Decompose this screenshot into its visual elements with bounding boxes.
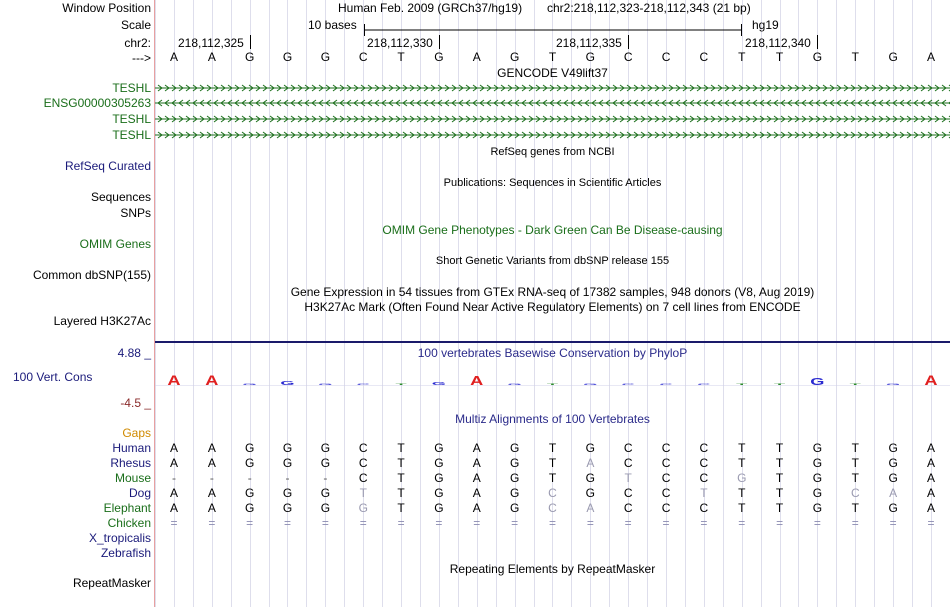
alignment-base-mouse: A xyxy=(926,471,935,485)
alignment-base-elephant: T xyxy=(738,501,746,515)
sequence-base: C xyxy=(661,50,671,64)
alignment-base-elephant: C xyxy=(623,501,633,515)
alignment-base-chicken: = xyxy=(738,516,746,530)
species-label-chicken: Chicken xyxy=(107,516,151,530)
alignment-base-rhesus: A xyxy=(169,456,178,470)
alignment-base-mouse: G xyxy=(509,471,520,485)
alignment-base-chicken: = xyxy=(586,516,594,530)
alignment-base-elephant: T xyxy=(851,501,859,515)
alignment-base-human: G xyxy=(585,441,596,455)
sequence-base: G xyxy=(585,50,596,64)
alignment-base-dog: T xyxy=(397,486,405,500)
sequence-base: G xyxy=(282,50,293,64)
alignment-base-dog: T xyxy=(700,486,708,500)
alignment-base-dog: C xyxy=(850,486,860,500)
alignment-base-mouse: C xyxy=(661,471,671,485)
alignment-base-dog: G xyxy=(320,486,331,500)
assembly-title: Human Feb. 2009 (GRCh37/hg19) xyxy=(338,1,523,15)
alignment-base-elephant: C xyxy=(661,501,671,515)
alignment-base-dog: A xyxy=(207,486,216,500)
alignment-base-elephant: A xyxy=(169,501,178,515)
alignment-base-rhesus: T xyxy=(738,456,746,470)
refseq-title: RefSeq genes from NCBI xyxy=(490,146,615,158)
alignment-base-chicken: = xyxy=(813,516,821,530)
alignment-base-human: A xyxy=(169,441,178,455)
alignment-base-dog: G xyxy=(245,486,255,500)
alignment-base-mouse: C xyxy=(358,471,368,485)
alignment-base-rhesus: C xyxy=(623,456,633,470)
track-label-h3k27ac[interactable]: Layered H3K27Ac xyxy=(53,314,151,328)
phylop-base-glyph: G xyxy=(583,383,598,386)
alignment-base-chicken: = xyxy=(889,516,897,530)
alignment-base-mouse: T xyxy=(851,471,859,485)
track-label-gaps[interactable]: Gaps xyxy=(122,426,151,440)
alignment-base-chicken: = xyxy=(397,516,405,530)
alignment-base-human: T xyxy=(775,441,784,455)
alignment-base-rhesus: C xyxy=(699,456,709,470)
phylop-base-glyph: G xyxy=(885,383,901,386)
alignment-base-rhesus: G xyxy=(434,456,444,470)
strand-direction-label: ---> xyxy=(132,51,151,65)
sequence-base: G xyxy=(812,50,823,64)
alignment-base-elephant: A xyxy=(926,501,935,515)
phylop-base-glyph: G xyxy=(810,376,825,388)
sequence-base: T xyxy=(738,50,746,64)
alignment-base-rhesus: T xyxy=(397,456,405,470)
alignment-base-human: A xyxy=(207,441,216,455)
alignment-base-mouse: - xyxy=(323,471,328,485)
alignment-base-dog: G xyxy=(434,486,444,500)
sequence-base: C xyxy=(699,50,709,64)
omim-title: OMIM Gene Phenotypes - Dark Green Can Be Disease-causing xyxy=(382,223,723,237)
scale-label: Scale xyxy=(120,18,151,32)
repeatmasker-title: Repeating Elements by RepeatMasker xyxy=(449,562,656,576)
alignment-base-chicken: = xyxy=(548,516,556,530)
gtex-title: Gene Expression in 54 tissues from GTEx RNA-seq of 17382 samples, 948 donors (V8, Aug 2019) xyxy=(290,285,815,299)
alignment-base-dog: A xyxy=(889,486,898,500)
alignment-base-dog: T xyxy=(738,486,746,500)
alignment-base-human: C xyxy=(623,441,633,455)
sequence-base: A xyxy=(926,50,935,64)
alignment-base-human: A xyxy=(926,441,935,455)
alignment-base-elephant: A xyxy=(207,501,216,515)
alignment-base-dog: T xyxy=(775,486,784,500)
dbsnp-title: Short Genetic Variants from dbSNP release 155 xyxy=(435,255,670,267)
sequence-base: C xyxy=(623,50,633,64)
alignment-base-rhesus: T xyxy=(851,456,859,470)
alignment-base-mouse: G xyxy=(585,471,596,485)
phylop-base-glyph: G xyxy=(431,381,446,386)
alignment-base-human: A xyxy=(472,441,481,455)
alignment-base-human: G xyxy=(509,441,520,455)
alignment-base-mouse: T xyxy=(397,471,405,485)
sequence-base: G xyxy=(434,50,444,64)
alignment-base-mouse: G xyxy=(812,471,823,485)
ruler-tick xyxy=(250,35,251,49)
alignment-base-chicken: = xyxy=(284,516,292,530)
conservation-max-label: 4.88 _ xyxy=(117,346,151,360)
phylop-base-glyph: A xyxy=(924,372,938,389)
sequence-base: G xyxy=(320,50,331,64)
alignment-base-human: G xyxy=(320,441,331,455)
phylop-base-glyph: T xyxy=(546,383,558,386)
sequence-base: C xyxy=(358,50,368,64)
alignment-base-dog: C xyxy=(623,486,633,500)
track-label-teshl-1[interactable]: TESHL xyxy=(112,81,151,95)
alignment-base-mouse: T xyxy=(775,471,784,485)
phylop-base-glyph: C xyxy=(697,383,711,386)
ruler-position-label: 218,112,340 xyxy=(745,36,811,50)
phylop-base-glyph: A xyxy=(205,372,219,389)
alignment-base-chicken: = xyxy=(473,516,481,530)
alignment-base-chicken: = xyxy=(662,516,670,530)
phylop-base-glyph: G xyxy=(242,383,257,386)
alignment-base-chicken: = xyxy=(776,516,784,530)
alignment-base-elephant: T xyxy=(775,501,784,515)
phylop-base-glyph: A xyxy=(470,374,484,389)
sequence-base: A xyxy=(207,50,216,64)
track-label-sequences[interactable]: Sequences xyxy=(90,190,151,204)
alignment-base-dog: G xyxy=(585,486,596,500)
alignment-base-human: C xyxy=(358,441,368,455)
track-label-snps[interactable]: SNPs xyxy=(120,206,151,220)
ruler-position-label: 218,112,335 xyxy=(556,36,622,50)
species-label-human: Human xyxy=(112,441,151,455)
sequence-base: G xyxy=(245,50,255,64)
species-label-dog: Dog xyxy=(128,486,151,500)
alignment-base-rhesus: G xyxy=(282,456,293,470)
alignment-base-elephant: G xyxy=(245,501,255,515)
gene-strand-ensg[interactable] xyxy=(155,98,950,108)
track-label-dbsnp[interactable]: Common dbSNP(155) xyxy=(32,268,151,282)
alignment-base-human: G xyxy=(245,441,255,455)
ruler-tick xyxy=(628,35,629,49)
alignment-base-chicken: = xyxy=(927,516,935,530)
phylop-base-glyph: G xyxy=(507,383,522,386)
alignment-base-human: C xyxy=(699,441,709,455)
alignment-base-rhesus: C xyxy=(358,456,368,470)
gencode-title: GENCODE V49lift37 xyxy=(497,66,608,80)
alignment-base-elephant: G xyxy=(320,501,331,515)
alignment-base-chicken: = xyxy=(700,516,708,530)
sequence-base: T xyxy=(548,50,557,64)
sequence-base: G xyxy=(509,50,520,64)
chromosome-label: chr2: xyxy=(124,36,151,50)
alignment-base-mouse: - xyxy=(209,471,214,485)
alignment-base-chicken: = xyxy=(624,516,632,530)
sequence-base: T xyxy=(397,50,405,64)
phylop-base-glyph: T xyxy=(736,383,748,386)
alignment-base-mouse: G xyxy=(434,471,444,485)
scale-text: 10 bases xyxy=(308,18,357,32)
track-label-refseq[interactable]: RefSeq Curated xyxy=(64,159,151,173)
alignment-base-dog: C xyxy=(661,486,671,500)
alignment-base-chicken: = xyxy=(359,516,367,530)
track-label-omim[interactable]: OMIM Genes xyxy=(79,237,151,251)
alignment-base-rhesus: A xyxy=(472,456,481,470)
alignment-base-mouse: T xyxy=(624,471,632,485)
alignment-base-dog: A xyxy=(472,486,481,500)
alignment-base-human: T xyxy=(851,441,859,455)
alignment-base-elephant: G xyxy=(888,501,898,515)
alignment-base-dog: T xyxy=(359,486,367,500)
phylop-base-glyph: A xyxy=(167,372,181,389)
phylop-base-glyph: T xyxy=(395,383,407,386)
alignment-base-dog: A xyxy=(926,486,935,500)
alignment-base-human: G xyxy=(812,441,823,455)
alignment-base-rhesus: G xyxy=(245,456,255,470)
alignment-base-elephant: G xyxy=(358,501,368,515)
alignment-base-dog: G xyxy=(812,486,823,500)
alignment-base-dog: C xyxy=(548,486,557,500)
track-label-ensg[interactable]: ENSG00000305263 xyxy=(43,96,151,110)
sequence-base: A xyxy=(472,50,481,64)
alignment-base-dog: G xyxy=(282,486,293,500)
track-label-teshl-2[interactable]: TESHL xyxy=(112,112,151,126)
phylop-base-glyph: T xyxy=(849,383,861,386)
h3k27ac-title: H3K27Ac Mark (Often Found Near Active Regulatory Elements) on 7 cell lines from ENCODE xyxy=(304,300,801,314)
species-label-elephant: Elephant xyxy=(103,501,151,515)
alignment-base-mouse: T xyxy=(548,471,557,485)
alignment-base-mouse: A xyxy=(472,471,481,485)
alignment-base-chicken: = xyxy=(511,516,519,530)
track-label-conservation[interactable]: 100 Vert. Cons xyxy=(13,370,93,384)
alignment-base-elephant: G xyxy=(282,501,293,515)
alignment-base-chicken: = xyxy=(435,516,443,530)
window-position-label: Window Position xyxy=(62,1,151,15)
phylop-conservation-plot[interactable] xyxy=(155,360,950,400)
alignment-base-rhesus: A xyxy=(926,456,935,470)
database-label: hg19 xyxy=(752,18,779,32)
species-label-xtropicalis: X_tropicalis xyxy=(88,531,151,545)
sequence-base: G xyxy=(888,50,898,64)
gene-strand-teshl-3[interactable] xyxy=(155,130,950,140)
alignment-base-human: G xyxy=(434,441,444,455)
alignment-base-elephant: G xyxy=(509,501,520,515)
alignment-base-human: G xyxy=(888,441,898,455)
species-label-rhesus: Rhesus xyxy=(110,456,151,470)
alignment-base-elephant: G xyxy=(812,501,823,515)
alignment-base-mouse: - xyxy=(247,471,252,485)
gene-strand-teshl-2[interactable] xyxy=(155,114,950,124)
scale-bar xyxy=(364,24,742,36)
alignment-base-mouse: - xyxy=(172,471,176,485)
ruler-tick xyxy=(817,35,818,49)
phylop-base-glyph: T xyxy=(773,383,786,386)
alignment-base-dog: A xyxy=(169,486,178,500)
species-label-zebrafish: Zebrafish xyxy=(100,546,151,560)
alignment-base-mouse: G xyxy=(888,471,898,485)
alignment-base-mouse: G xyxy=(737,471,747,485)
alignment-base-rhesus: T xyxy=(548,456,557,470)
alignment-base-elephant: G xyxy=(434,501,444,515)
publications-title: Publications: Sequences in Scientific Articles xyxy=(443,177,662,189)
alignment-base-chicken: = xyxy=(246,516,254,530)
alignment-base-chicken: = xyxy=(321,516,329,530)
alignment-base-human: T xyxy=(397,441,405,455)
h3k27ac-signal-line xyxy=(155,341,950,343)
alignment-base-rhesus: G xyxy=(888,456,898,470)
ruler-position-label: 218,112,330 xyxy=(367,36,433,50)
alignment-base-mouse: - xyxy=(285,471,290,485)
alignment-base-elephant: A xyxy=(472,501,481,515)
alignment-base-elephant: A xyxy=(586,501,595,515)
alignment-base-human: C xyxy=(661,441,671,455)
alignment-base-dog: G xyxy=(509,486,520,500)
alignment-base-elephant: C xyxy=(699,501,709,515)
track-label-repeatmasker[interactable]: RepeatMasker xyxy=(72,576,151,590)
alignment-base-rhesus: A xyxy=(586,456,595,470)
alignment-base-rhesus: C xyxy=(661,456,671,470)
alignment-base-mouse: C xyxy=(699,471,709,485)
sequence-base: A xyxy=(169,50,178,64)
alignment-base-chicken: = xyxy=(208,516,216,530)
alignment-base-human: T xyxy=(738,441,746,455)
alignment-base-rhesus: G xyxy=(509,456,520,470)
alignment-base-rhesus: T xyxy=(775,456,784,470)
alignment-base-human: T xyxy=(548,441,557,455)
phylop-base-glyph: C xyxy=(356,383,370,386)
phylop-base-glyph: C xyxy=(621,383,635,386)
phylop-base-glyph: C xyxy=(659,383,673,386)
alignment-base-elephant: T xyxy=(397,501,405,515)
position-range: chr2:218,112,323-218,112,343 (21 bp) xyxy=(547,1,751,15)
track-label-sidebar xyxy=(0,0,155,607)
phylop-title: 100 vertebrates Basewise Conservation by PhyloP xyxy=(417,346,688,360)
species-label-mouse: Mouse xyxy=(114,471,151,485)
alignment-base-rhesus: G xyxy=(812,456,823,470)
alignment-base-rhesus: G xyxy=(320,456,331,470)
multiz-title: Multiz Alignments of 100 Vertebrates xyxy=(455,412,650,426)
ruler-position-label: 218,112,325 xyxy=(178,36,244,50)
track-label-teshl-3[interactable]: TESHL xyxy=(112,128,151,142)
phylop-base-glyph: G xyxy=(318,383,333,386)
sequence-base: T xyxy=(775,50,784,64)
sequence-base: T xyxy=(851,50,859,64)
alignment-base-chicken: = xyxy=(851,516,859,530)
gene-strand-teshl-1[interactable] xyxy=(155,83,950,93)
alignment-base-elephant: C xyxy=(548,501,557,515)
phylop-base-glyph: G xyxy=(280,380,295,387)
alignment-base-chicken: = xyxy=(170,516,178,530)
track-display-area[interactable] xyxy=(155,0,950,607)
alignment-base-human: G xyxy=(282,441,293,455)
ruler-tick xyxy=(439,35,440,49)
conservation-min-label: -4.5 _ xyxy=(120,396,151,410)
alignment-base-rhesus: A xyxy=(207,456,216,470)
